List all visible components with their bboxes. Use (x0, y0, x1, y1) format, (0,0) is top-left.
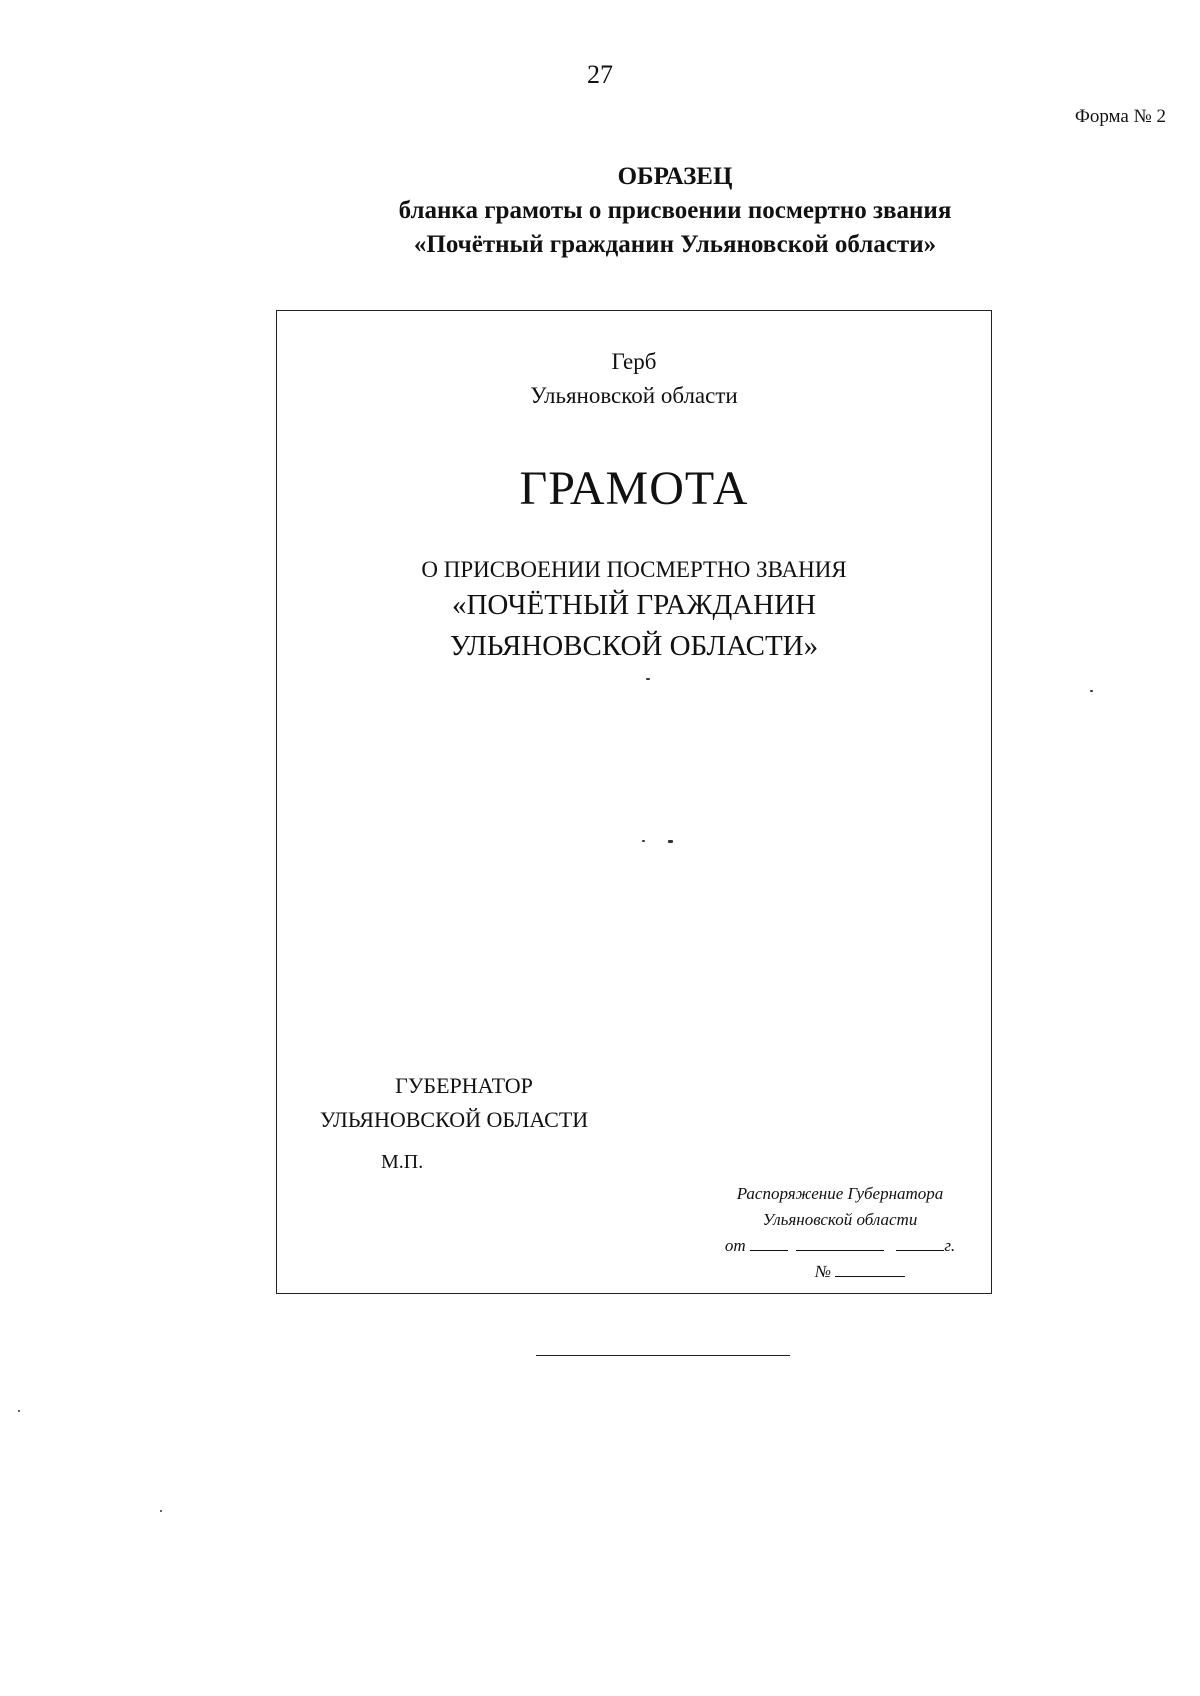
coat-label: Герб (611, 349, 657, 374)
order-from-label: от (724, 1236, 746, 1255)
order-line2: Ульяновской области (762, 1210, 918, 1229)
form-number: Форма № 2 (1074, 106, 1166, 127)
date-year-blank (896, 1234, 944, 1251)
honor-title-line1: «ПОЧЁТНЫЙ ГРАЖДАНИН (451, 589, 817, 621)
certificate-subtitle: О ПРИСВОЕНИИ ПОСМЕРТНО ЗВАНИЯ (421, 557, 847, 582)
order-number-blank (835, 1260, 905, 1277)
scan-speck (642, 840, 645, 842)
order-date-row (705, 1233, 975, 1259)
bottom-rule (536, 1355, 790, 1356)
date-month-blank (796, 1234, 884, 1251)
scan-speck (1090, 690, 1093, 692)
scan-speck (646, 678, 650, 680)
order-number-row (705, 1259, 975, 1285)
order-year-label: г. (944, 1236, 956, 1255)
coat-region: Ульяновской области (530, 383, 738, 408)
document-header (0, 160, 1200, 262)
scan-speck (668, 840, 673, 843)
order-reference (705, 1181, 975, 1285)
certificate-title: ГРАМОТА (519, 462, 749, 515)
header-subtitle: бланка грамоты о присвоении посмертно звания (398, 197, 952, 224)
page-number: 27 (587, 60, 613, 89)
governor-region: УЛЬЯНОВСКОЙ ОБЛАСТИ (319, 1107, 589, 1132)
honor-title-line2: УЛЬЯНОВСКОЙ ОБЛАСТИ» (449, 630, 819, 662)
certificate-frame (276, 310, 992, 1294)
header-title: ОБРАЗЕЦ (617, 163, 733, 190)
scan-speck (160, 1510, 162, 1512)
order-number-label: № (814, 1262, 831, 1281)
seal-place: М.П. (381, 1151, 424, 1173)
order-line1: Распоряжение Губернатора (736, 1184, 944, 1203)
scan-speck (18, 1410, 20, 1412)
coat-of-arms-placeholder (277, 345, 991, 413)
date-day-blank (750, 1234, 788, 1251)
header-honor-title: «Почётный гражданин Ульяновской области» (413, 231, 937, 258)
governor-title: ГУБЕРНАТОР (395, 1073, 533, 1098)
governor-signature-block (299, 1069, 609, 1137)
honor-title (277, 585, 991, 667)
